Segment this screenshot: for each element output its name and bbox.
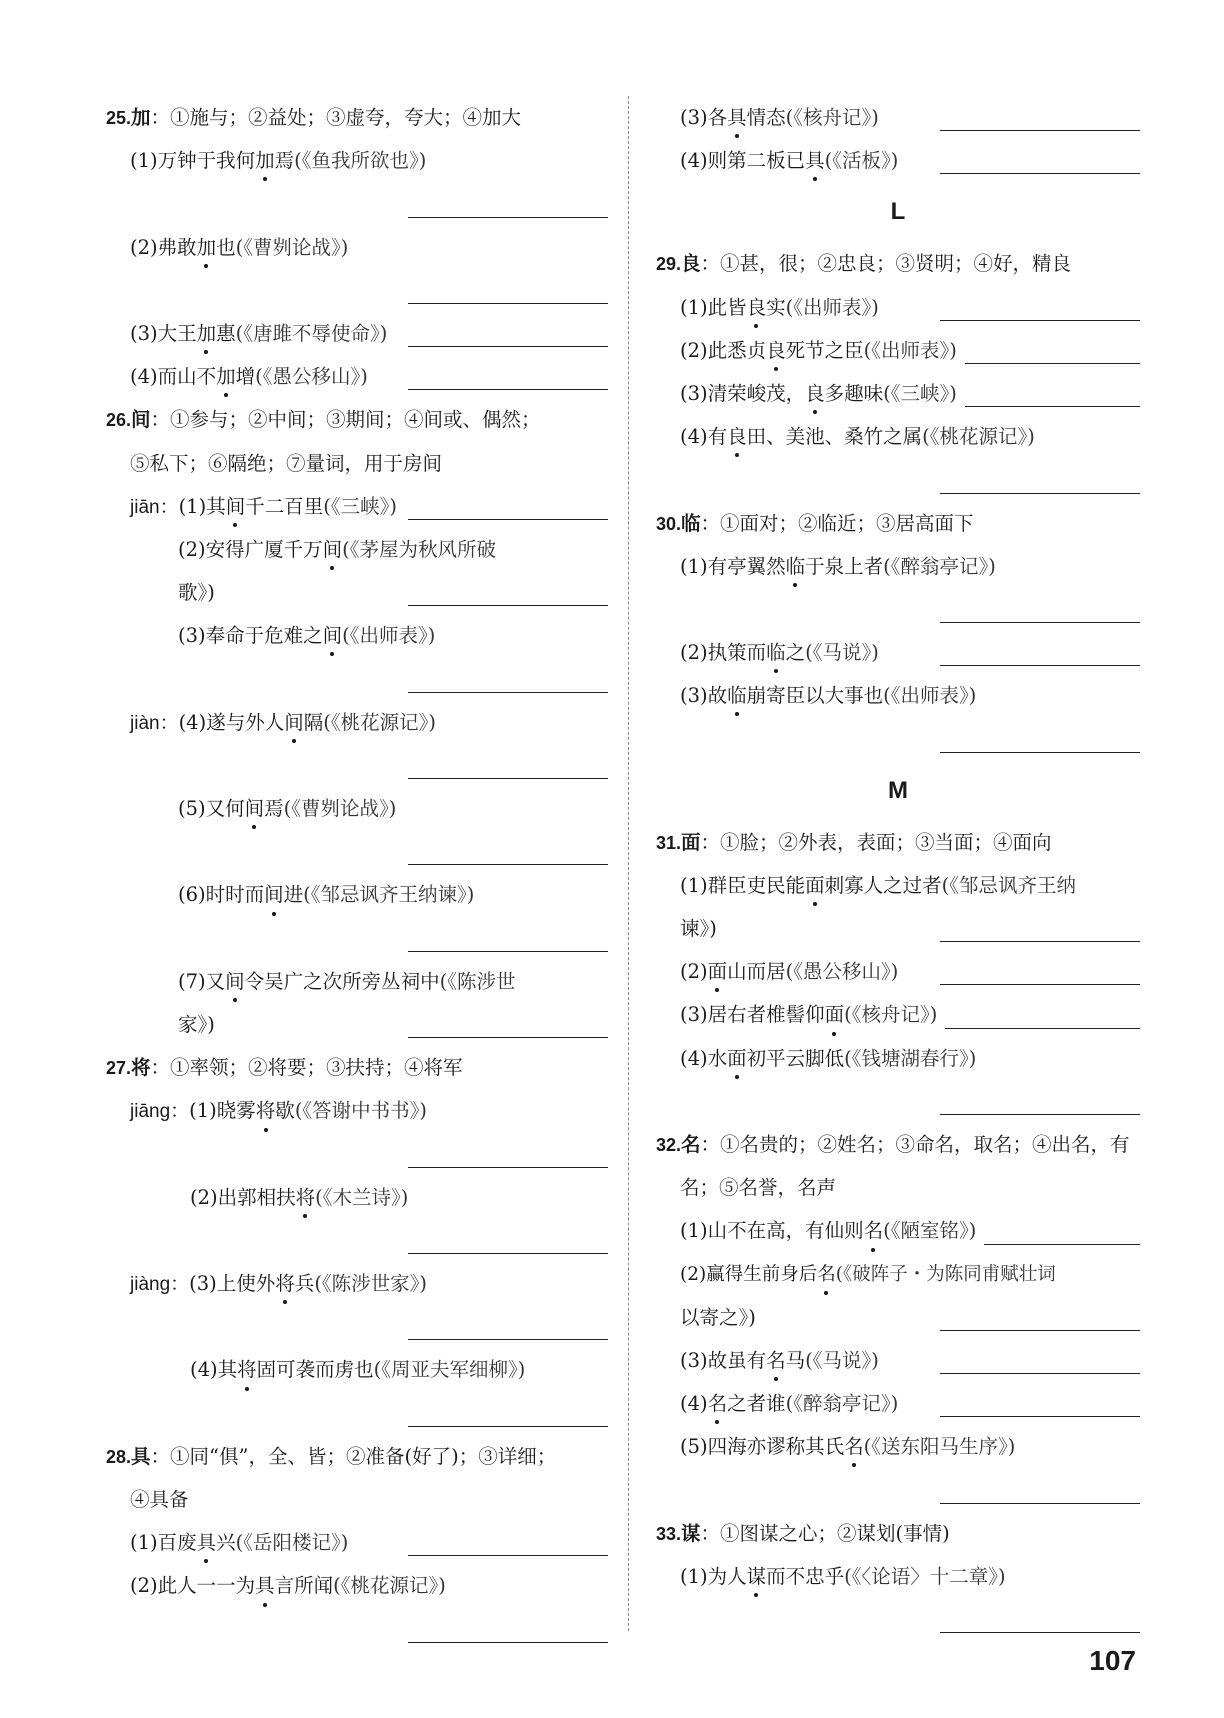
example-text: (1)山不在高，有仙则 xyxy=(680,1219,864,1243)
entry-line xyxy=(106,1478,608,1521)
answer-blank[interactable] xyxy=(408,864,608,865)
entry-line xyxy=(106,1003,608,1046)
example-text: 家》) xyxy=(178,1012,215,1036)
dotted-character: 临 xyxy=(766,631,786,674)
example-text-rest: 于泉上者 xyxy=(805,554,884,578)
answer-line xyxy=(106,1608,608,1651)
answer-line xyxy=(106,1219,608,1262)
answer-blank[interactable] xyxy=(940,622,1140,623)
entry-line xyxy=(656,1339,1140,1382)
example-text: ⑤私下；⑥隔绝；⑦量词，用于房间 xyxy=(130,451,443,475)
entry-line xyxy=(656,631,1140,674)
source-title: (《桃花源记》) xyxy=(922,425,1035,449)
answer-line xyxy=(106,269,608,312)
example-text: (2)执策而 xyxy=(680,641,767,665)
entry-line xyxy=(106,873,608,916)
example-text-rest: 刺寡人之过者 xyxy=(824,873,942,897)
example-text: (5)又何 xyxy=(178,797,245,820)
answer-blank[interactable] xyxy=(408,389,608,390)
entry-line xyxy=(106,614,608,657)
entry-line xyxy=(106,312,608,355)
example-text-rest: 田、美池、桑竹之属 xyxy=(746,425,923,449)
answer-blank[interactable] xyxy=(940,1503,1140,1504)
source-title: (《出师表》) xyxy=(785,295,879,319)
answer-blank[interactable] xyxy=(408,692,608,693)
entry-word: 良 xyxy=(681,252,701,276)
entry-line xyxy=(656,545,1140,588)
answer-blank[interactable] xyxy=(408,217,608,218)
entry-definitions: ：①施与；②益处；③虚夸，夸大；④加大 xyxy=(150,106,522,129)
example-text-rest: 兴 xyxy=(216,1531,236,1555)
example-text-rest: 增 xyxy=(235,365,256,389)
entry-word: 临 xyxy=(681,511,701,535)
source-title: (《三峡》) xyxy=(883,381,957,405)
entry-line xyxy=(106,485,608,528)
entry-line xyxy=(656,1037,1140,1080)
entry-line xyxy=(656,864,1140,907)
example-text: (3)清荣峻茂， xyxy=(680,381,806,405)
dotted-character: 将 xyxy=(256,1089,276,1132)
example-text: (2) xyxy=(680,960,708,984)
example-text: 歌》) xyxy=(178,581,215,605)
dotted-character: 临 xyxy=(727,674,747,717)
answer-blank[interactable] xyxy=(940,493,1140,494)
entry-number: 33. xyxy=(656,1523,682,1544)
dotted-character: 具 xyxy=(197,1521,217,1564)
example-text-rest: 马 xyxy=(785,1348,806,1372)
answer-blank[interactable] xyxy=(408,1426,608,1427)
entry-heading xyxy=(656,1123,1140,1166)
example-text: (4)水 xyxy=(680,1046,728,1070)
example-text: (3)上使外 xyxy=(189,1272,276,1296)
source-title: (《周亚夫军细柳》) xyxy=(373,1358,526,1382)
entry-line xyxy=(656,139,1140,182)
answer-line xyxy=(106,182,608,225)
entry-line xyxy=(656,674,1140,717)
entry-word: 具 xyxy=(131,1444,151,1468)
entry-word: 面 xyxy=(681,830,701,854)
entry-line xyxy=(656,415,1140,458)
source-title: (《曹刿论战》) xyxy=(235,235,349,259)
answer-blank[interactable] xyxy=(940,173,1140,174)
dotted-character: 良 xyxy=(766,329,786,372)
answer-line xyxy=(106,1133,608,1176)
pinyin-label: jiàn： xyxy=(130,712,179,734)
entry-line xyxy=(106,442,608,485)
dotted-character: 加 xyxy=(255,139,275,182)
example-text: (3)居右者椎髻仰 xyxy=(680,1003,825,1027)
example-text: (1)此皆 xyxy=(680,295,747,319)
answer-blank[interactable] xyxy=(940,1114,1140,1115)
entry-line xyxy=(106,960,608,1003)
answer-line xyxy=(656,717,1140,760)
entry-line xyxy=(656,1555,1140,1598)
example-text: (4)其 xyxy=(190,1358,238,1382)
answer-blank[interactable] xyxy=(940,1330,1140,1331)
dotted-character: 间 xyxy=(284,701,304,744)
example-text: (2)安得广厦千万 xyxy=(178,537,323,561)
answer-blank[interactable] xyxy=(408,605,608,606)
source-title: (《醉翁亭记》) xyxy=(883,554,996,578)
answer-blank[interactable] xyxy=(408,1167,608,1168)
source-title: (《邹忌讽齐王纳谏》) xyxy=(303,883,475,907)
entry-line xyxy=(106,1521,608,1564)
example-text-rest: 初平云脚低 xyxy=(746,1046,845,1070)
dotted-character: 具 xyxy=(727,96,747,139)
answer-blank[interactable] xyxy=(984,1244,1140,1245)
dotted-character: 将 xyxy=(296,1176,316,1219)
entry-definitions: ：①参与；②中间；③期间；④间或、偶然； xyxy=(150,408,541,432)
source-title: (《陋室铭》) xyxy=(883,1219,977,1243)
entry-line xyxy=(656,907,1140,950)
answer-blank[interactable] xyxy=(408,951,608,952)
source-title: (《〈论语〉十二章》) xyxy=(844,1564,1006,1588)
answer-blank[interactable] xyxy=(940,752,1140,753)
entry-definitions: ：①同“俱”，全、皆；②准备(好了)；③详细； xyxy=(150,1444,557,1468)
example-text: (1)晓雾 xyxy=(189,1099,256,1123)
example-text-rest: 焉 xyxy=(274,149,295,173)
answer-blank[interactable] xyxy=(940,1373,1140,1374)
entry-heading xyxy=(106,96,608,139)
entry-word: 将 xyxy=(131,1056,151,1080)
pinyin-label: jiān： xyxy=(130,496,179,518)
answer-blank[interactable] xyxy=(408,1555,608,1556)
dotted-character: 良 xyxy=(805,372,825,415)
source-title: (《送东阳马生序》) xyxy=(863,1435,1016,1459)
dotted-character: 良 xyxy=(747,286,767,329)
example-text: ④具备 xyxy=(130,1488,189,1511)
entry-number: 31. xyxy=(656,832,682,853)
entry-definitions: ：①面对；②临近；③居高面下 xyxy=(700,511,974,535)
dotted-character: 临 xyxy=(786,545,806,588)
entry-line xyxy=(656,993,1140,1036)
entry-heading xyxy=(106,1046,608,1089)
example-text-rest: 之 xyxy=(785,641,806,665)
example-text-rest: 固可袭而虏也 xyxy=(256,1358,374,1382)
entry-line xyxy=(656,1209,1140,1252)
answer-blank[interactable] xyxy=(940,1632,1140,1633)
source-title: (《陈涉世家》) xyxy=(314,1272,428,1296)
source-title: (《愚公移山》) xyxy=(785,960,899,984)
dotted-character: 间 xyxy=(245,787,265,830)
pinyin-label: jiāng： xyxy=(130,1101,190,1123)
source-title: (《马说》) xyxy=(805,641,879,665)
answer-blank[interactable] xyxy=(940,1416,1140,1417)
entry-line xyxy=(106,1564,608,1607)
dotted-character: 间 xyxy=(323,614,343,657)
dotted-character: 名 xyxy=(766,1339,786,1382)
example-text-rest: 多趣味 xyxy=(824,381,884,405)
source-title: (《三峡》) xyxy=(323,494,397,518)
answer-blank[interactable] xyxy=(940,665,1140,666)
entry-line xyxy=(656,329,1140,372)
entry-heading xyxy=(656,1512,1140,1555)
source-title: (《破阵子・为陈同甫赋壮词 xyxy=(835,1263,1056,1285)
answer-blank[interactable] xyxy=(965,406,1140,407)
answer-line xyxy=(656,588,1140,631)
pinyin-label: jiàng： xyxy=(130,1274,190,1296)
right-column xyxy=(656,96,1140,1641)
answer-line xyxy=(106,917,608,960)
answer-line xyxy=(106,830,608,873)
example-text-rest: 崩寄臣以大事也 xyxy=(746,684,884,708)
dotted-character: 名 xyxy=(864,1209,884,1252)
dotted-character: 将 xyxy=(275,1262,295,1305)
entry-line xyxy=(106,787,608,830)
answer-blank[interactable] xyxy=(965,363,1140,364)
source-title: (《答谢中书书》) xyxy=(294,1099,428,1123)
entry-line xyxy=(106,226,608,269)
answer-blank[interactable] xyxy=(408,519,608,520)
answer-line xyxy=(106,744,608,787)
dotted-character: 加 xyxy=(216,355,236,398)
example-text-rest: 情态 xyxy=(746,106,786,129)
answer-blank[interactable] xyxy=(408,1253,608,1254)
source-title: (《陈涉世 xyxy=(439,969,516,993)
source-title: (《出师表》) xyxy=(883,684,977,708)
dotted-character: 间 xyxy=(323,528,343,571)
example-text: (4)而山不 xyxy=(130,365,217,389)
dotted-character: 间 xyxy=(226,485,246,528)
source-title: (《鱼我所欲也》) xyxy=(294,149,427,173)
entry-word: 名 xyxy=(681,1132,701,1156)
entry-heading xyxy=(106,398,608,441)
source-title: (《唐雎不辱使命》) xyxy=(235,321,388,345)
entry-heading xyxy=(106,1435,608,1478)
example-text: (1)为人 xyxy=(680,1564,747,1588)
entry-number: 29. xyxy=(656,254,682,275)
source-title: (《核舟记》) xyxy=(844,1003,938,1027)
entry-line xyxy=(106,571,608,614)
entry-word: 谋 xyxy=(681,1521,701,1545)
dotted-character: 良 xyxy=(727,415,747,458)
answer-blank[interactable] xyxy=(945,1028,1140,1029)
source-title: (《桃花源记》) xyxy=(333,1574,446,1598)
entry-line xyxy=(106,1176,608,1219)
example-text: (4)有 xyxy=(680,425,728,449)
answer-line xyxy=(106,1305,608,1348)
entry-line xyxy=(656,1425,1140,1468)
answer-blank[interactable] xyxy=(408,346,608,347)
column-divider xyxy=(628,96,629,1631)
dotted-character: 间 xyxy=(264,873,284,916)
example-text: (1)百废 xyxy=(130,1531,197,1555)
entry-definitions: ：①图谋之心；②谋划(事情) xyxy=(700,1521,950,1545)
entry-line xyxy=(106,1089,608,1132)
entry-number: 25. xyxy=(106,108,132,128)
source-title: (《活板》) xyxy=(824,149,899,173)
entry-definitions: ：①率领；②将要；③扶持；④将军 xyxy=(150,1056,463,1080)
entry-word: 间 xyxy=(131,408,151,432)
entry-line xyxy=(656,950,1140,993)
answer-blank[interactable] xyxy=(940,984,1140,985)
dotted-character: 名 xyxy=(844,1425,864,1468)
example-text: 以寄之》) xyxy=(680,1305,756,1329)
answer-blank[interactable] xyxy=(408,1642,608,1643)
example-text: 谏》) xyxy=(680,917,717,940)
example-text: (1)群臣吏民能 xyxy=(680,873,806,897)
entry-definitions: ：①脸；②外表，表面；③当面；④面向 xyxy=(700,830,1052,854)
example-text: (3)大王 xyxy=(130,321,197,345)
example-text: (2)此人一一为 xyxy=(130,1574,256,1598)
source-title: (《醉翁亭记》) xyxy=(785,1392,899,1416)
entry-heading xyxy=(656,502,1140,545)
example-text: (6)时时而 xyxy=(178,883,265,907)
example-text: (2)此悉贞 xyxy=(680,338,767,362)
answer-blank[interactable] xyxy=(940,130,1140,131)
example-text: (1)其 xyxy=(178,494,226,518)
example-text-rest: 实 xyxy=(766,295,786,319)
example-text: (5)四海亦谬称其氏 xyxy=(680,1435,845,1459)
dotted-character: 具 xyxy=(805,139,825,182)
example-text: (3)故 xyxy=(680,684,728,708)
example-text-rest: 进 xyxy=(283,883,304,907)
example-text: (4) xyxy=(680,1392,708,1416)
dotted-character: 加 xyxy=(197,226,217,269)
entry-definitions: ：①名贵的；②姓名；③命名，取名；④出名，有 xyxy=(700,1132,1130,1156)
source-title: (《钱塘湖春行》) xyxy=(844,1046,977,1070)
entry-line xyxy=(656,1166,1140,1209)
answer-blank[interactable] xyxy=(408,1037,608,1038)
source-title: (《邹忌讽齐王纳 xyxy=(941,873,1077,897)
example-text-rest: 歇 xyxy=(275,1099,295,1123)
answer-line xyxy=(106,657,608,700)
entry-heading xyxy=(656,821,1140,864)
answer-blank[interactable] xyxy=(408,1339,608,1340)
example-text: (1)万钟于我何 xyxy=(130,149,256,173)
answer-line xyxy=(656,458,1140,501)
example-text: (2)赢得生前身后 xyxy=(680,1263,818,1285)
example-text-rest: 焉 xyxy=(264,797,284,820)
example-text-rest: 惠 xyxy=(216,321,236,345)
example-text: (7)又 xyxy=(178,969,226,993)
example-text: (3)各 xyxy=(680,106,728,129)
section-letter: L xyxy=(890,198,906,226)
example-text-rest: 令吴广之次所旁丛祠中 xyxy=(244,969,440,993)
entry-line xyxy=(106,1348,608,1391)
entry-number: 27. xyxy=(106,1058,132,1079)
example-text: (1)有亭翼然 xyxy=(680,554,786,578)
entry-word: 加 xyxy=(131,106,151,129)
entry-line xyxy=(106,139,608,182)
example-text-rest: 之者谁 xyxy=(727,1392,786,1416)
dotted-character: 谋 xyxy=(747,1555,767,1598)
entry-number: 26. xyxy=(106,410,132,431)
example-text: (2)出郭相扶 xyxy=(190,1185,296,1209)
example-text: 名；⑤名誉，名声 xyxy=(680,1176,837,1200)
example-text-rest: 兵 xyxy=(294,1272,315,1296)
answer-blank[interactable] xyxy=(408,778,608,779)
answer-line xyxy=(106,1392,608,1435)
answer-blank[interactable] xyxy=(940,941,1140,942)
dotted-character: 名 xyxy=(817,1253,836,1296)
entry-line xyxy=(656,1296,1140,1339)
answer-blank[interactable] xyxy=(408,303,608,304)
example-text-rest: 千二百里 xyxy=(245,494,324,518)
answer-line xyxy=(656,1468,1140,1511)
source-title: (《出师表》) xyxy=(863,338,957,362)
answer-line xyxy=(656,1080,1140,1123)
entry-line xyxy=(656,1253,1140,1296)
entry-heading xyxy=(656,242,1140,285)
page-number: 107 xyxy=(1089,1645,1136,1676)
source-title: (《曹刿论战》) xyxy=(283,797,397,820)
example-text: (4)则第二板已 xyxy=(680,149,806,173)
dotted-character: 具 xyxy=(255,1564,275,1607)
source-title: (《核舟记》) xyxy=(785,106,879,129)
entry-line xyxy=(106,701,608,744)
dotted-character: 间 xyxy=(225,960,245,1003)
dotted-character: 面 xyxy=(805,864,825,907)
dotted-character: 将 xyxy=(237,1348,257,1391)
source-title: (《马说》) xyxy=(805,1348,879,1372)
dotted-character: 面 xyxy=(727,1037,747,1080)
entry-line xyxy=(656,372,1140,415)
source-title: (《出师表》) xyxy=(342,624,436,648)
source-title: (《桃花源记》) xyxy=(323,710,436,734)
entry-number: 28. xyxy=(106,1446,132,1467)
entry-line xyxy=(106,355,608,398)
example-text-rest: 也 xyxy=(216,235,236,259)
source-title: (《木兰诗》) xyxy=(315,1185,409,1209)
example-text: (2)弗敢 xyxy=(130,235,197,259)
entry-line xyxy=(656,286,1140,329)
answer-line xyxy=(656,1598,1140,1641)
dotted-character: 面 xyxy=(708,950,728,993)
entry-line xyxy=(106,1262,608,1305)
example-text-rest: 隔 xyxy=(303,710,324,734)
example-text-rest: 山而居 xyxy=(727,960,786,984)
entry-number: 32. xyxy=(656,1134,682,1155)
dotted-character: 面 xyxy=(825,993,845,1036)
example-text-rest: 死节之臣 xyxy=(785,338,864,362)
source-title: (《愚公移山》) xyxy=(255,365,368,389)
dotted-character: 加 xyxy=(197,312,217,355)
dotted-character: 名 xyxy=(708,1382,728,1425)
example-text: (3)奉命于危难之 xyxy=(178,624,323,648)
entry-line xyxy=(106,528,608,571)
entry-line xyxy=(656,1382,1140,1425)
example-text-rest: 言所闻 xyxy=(274,1574,334,1598)
source-title: (《茅屋为秋风所破 xyxy=(342,537,496,561)
example-text-rest: 而不忠乎 xyxy=(766,1564,845,1588)
entry-definitions: ：①甚，很；②忠良；③贤明；④好，精良 xyxy=(700,252,1072,276)
section-letter: M xyxy=(888,776,908,804)
entry-line xyxy=(656,96,1140,139)
left-column xyxy=(106,96,608,1651)
source-title: (《岳阳楼记》) xyxy=(235,1531,349,1555)
example-text: (3)故虽有 xyxy=(680,1348,767,1372)
example-text: (4)遂与外人 xyxy=(178,710,285,734)
answer-blank[interactable] xyxy=(940,320,1140,321)
entry-number: 30. xyxy=(656,513,682,534)
